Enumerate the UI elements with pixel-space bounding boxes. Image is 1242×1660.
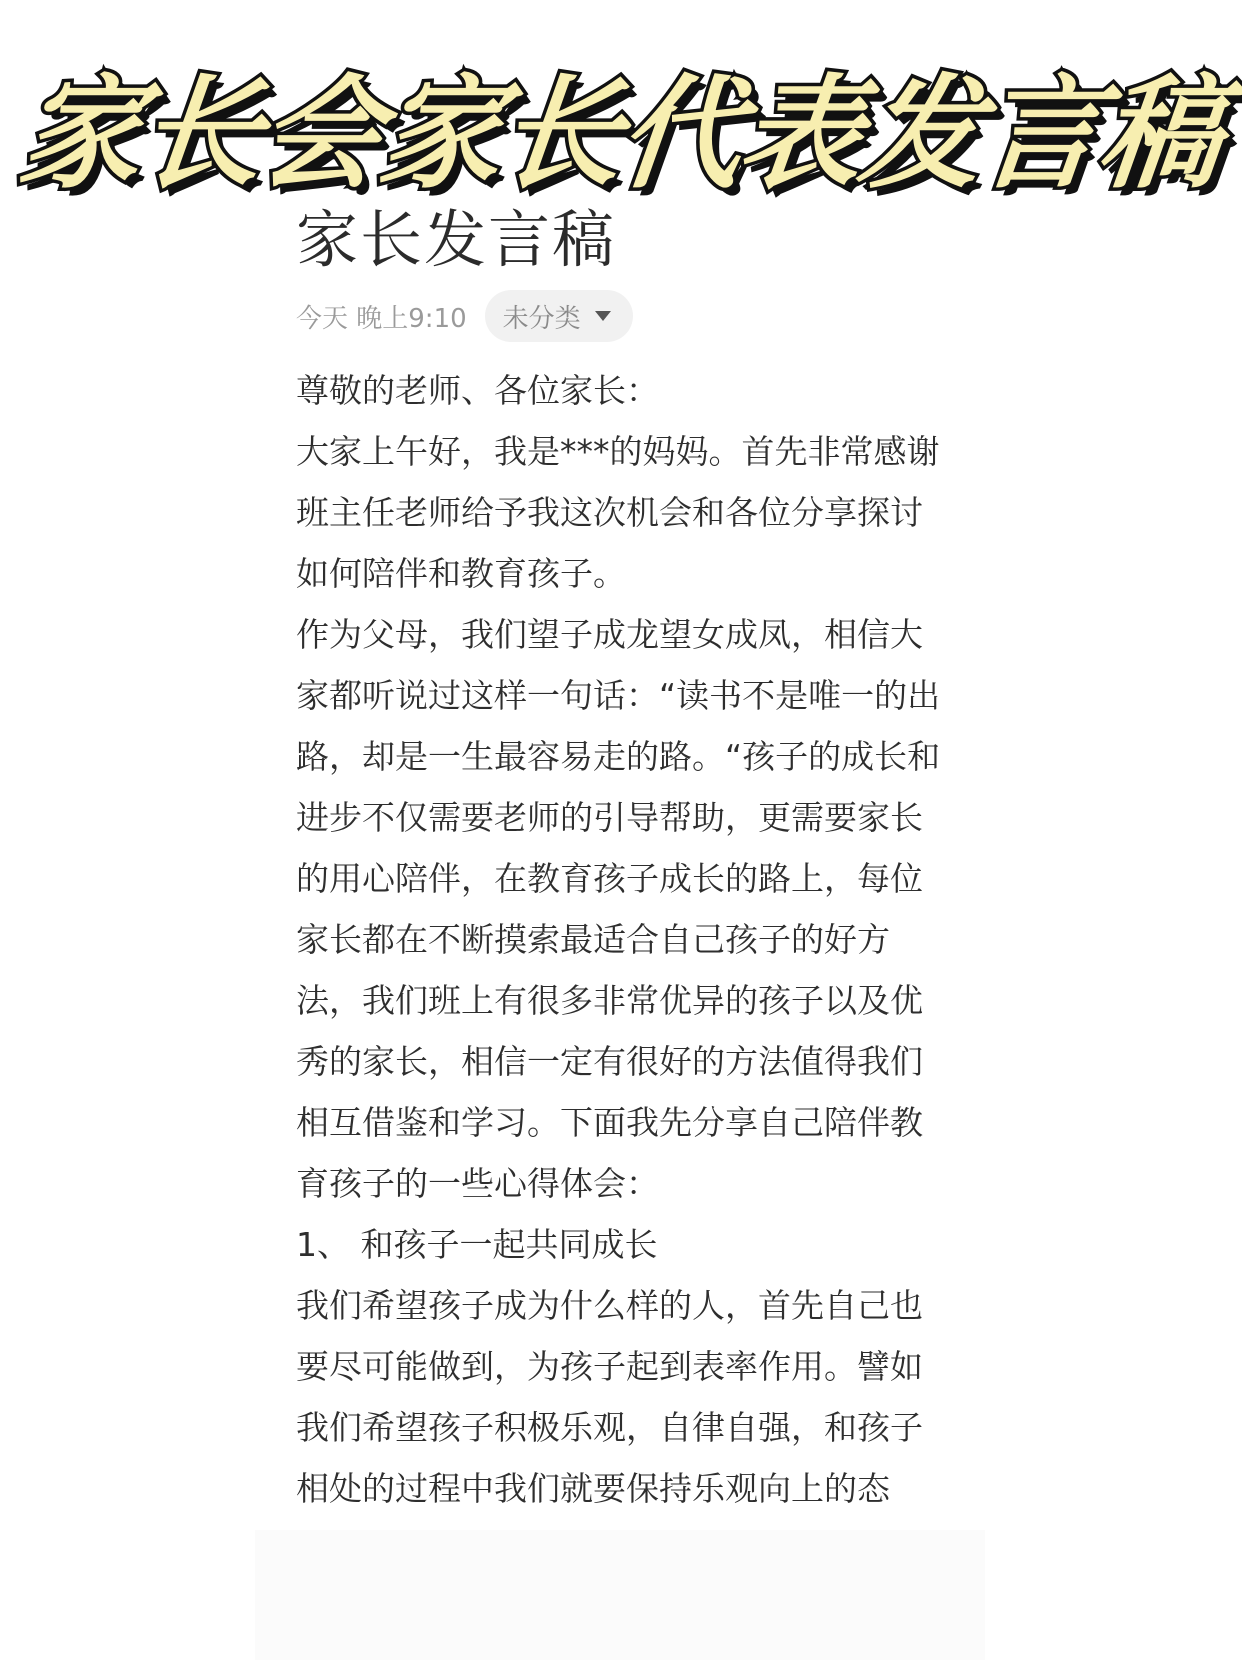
body-line: 我们希望孩子成为什么样的人，首先自己也	[296, 1286, 923, 1325]
body-line: 法，我们班上有很多非常优异的孩子以及优	[296, 981, 923, 1020]
body-line: 的用心陪伴，在教育孩子成长的路上，每位	[296, 859, 923, 898]
category-label: 未分类	[502, 303, 581, 334]
body-line: 家长都在不断摸索最适合自己孩子的好方	[296, 920, 890, 959]
body-line: 尊敬的老师、各位家长：	[296, 371, 659, 410]
bottom-fade	[255, 1530, 985, 1660]
body-line: 相互借鉴和学习。下面我先分享自己陪伴教	[296, 1103, 923, 1142]
body-line: 家都听说过这样一句话：“读书不是唯一的出	[296, 676, 941, 715]
note-timestamp: 今天 晚上9:10	[296, 303, 467, 334]
body-line: 大家上午好，我是***的妈妈。首先非常感谢	[296, 432, 940, 471]
body-line: 要尽可能做到，为孩子起到表率作用。譬如	[296, 1347, 923, 1386]
note-title: 家长发言稿	[296, 203, 617, 276]
body-line: 我们希望孩子积极乐观，自律自强，和孩子	[296, 1408, 923, 1447]
body-line: 秀的家长，相信一定有很好的方法值得我们	[296, 1042, 923, 1081]
body-line: 作为父母，我们望子成龙望女成凤，相信大	[296, 615, 923, 654]
body-line: 如何陪伴和教育孩子。	[296, 554, 626, 593]
headline-banner	[0, 48, 1242, 205]
body-line: 班主任老师给予我这次机会和各位分享探讨	[296, 493, 923, 532]
body-line: 育孩子的一些心得体会：	[296, 1164, 659, 1203]
note-meta	[296, 290, 633, 342]
body-line: 进步不仅需要老师的引导帮助，更需要家长	[296, 798, 923, 837]
body-line: 路，却是一生最容易走的路。“孩子的成长和	[296, 737, 941, 776]
banner-title: 家长会家长代表发言稿	[12, 62, 1228, 205]
chevron-down-icon	[595, 311, 611, 321]
note-body[interactable]	[296, 360, 956, 1545]
category-dropdown[interactable]	[485, 290, 633, 342]
section-heading: 1、 和孩子一起共同成长	[296, 1225, 658, 1264]
body-line: 相处的过程中我们就要保持乐观向上的态	[296, 1469, 890, 1508]
